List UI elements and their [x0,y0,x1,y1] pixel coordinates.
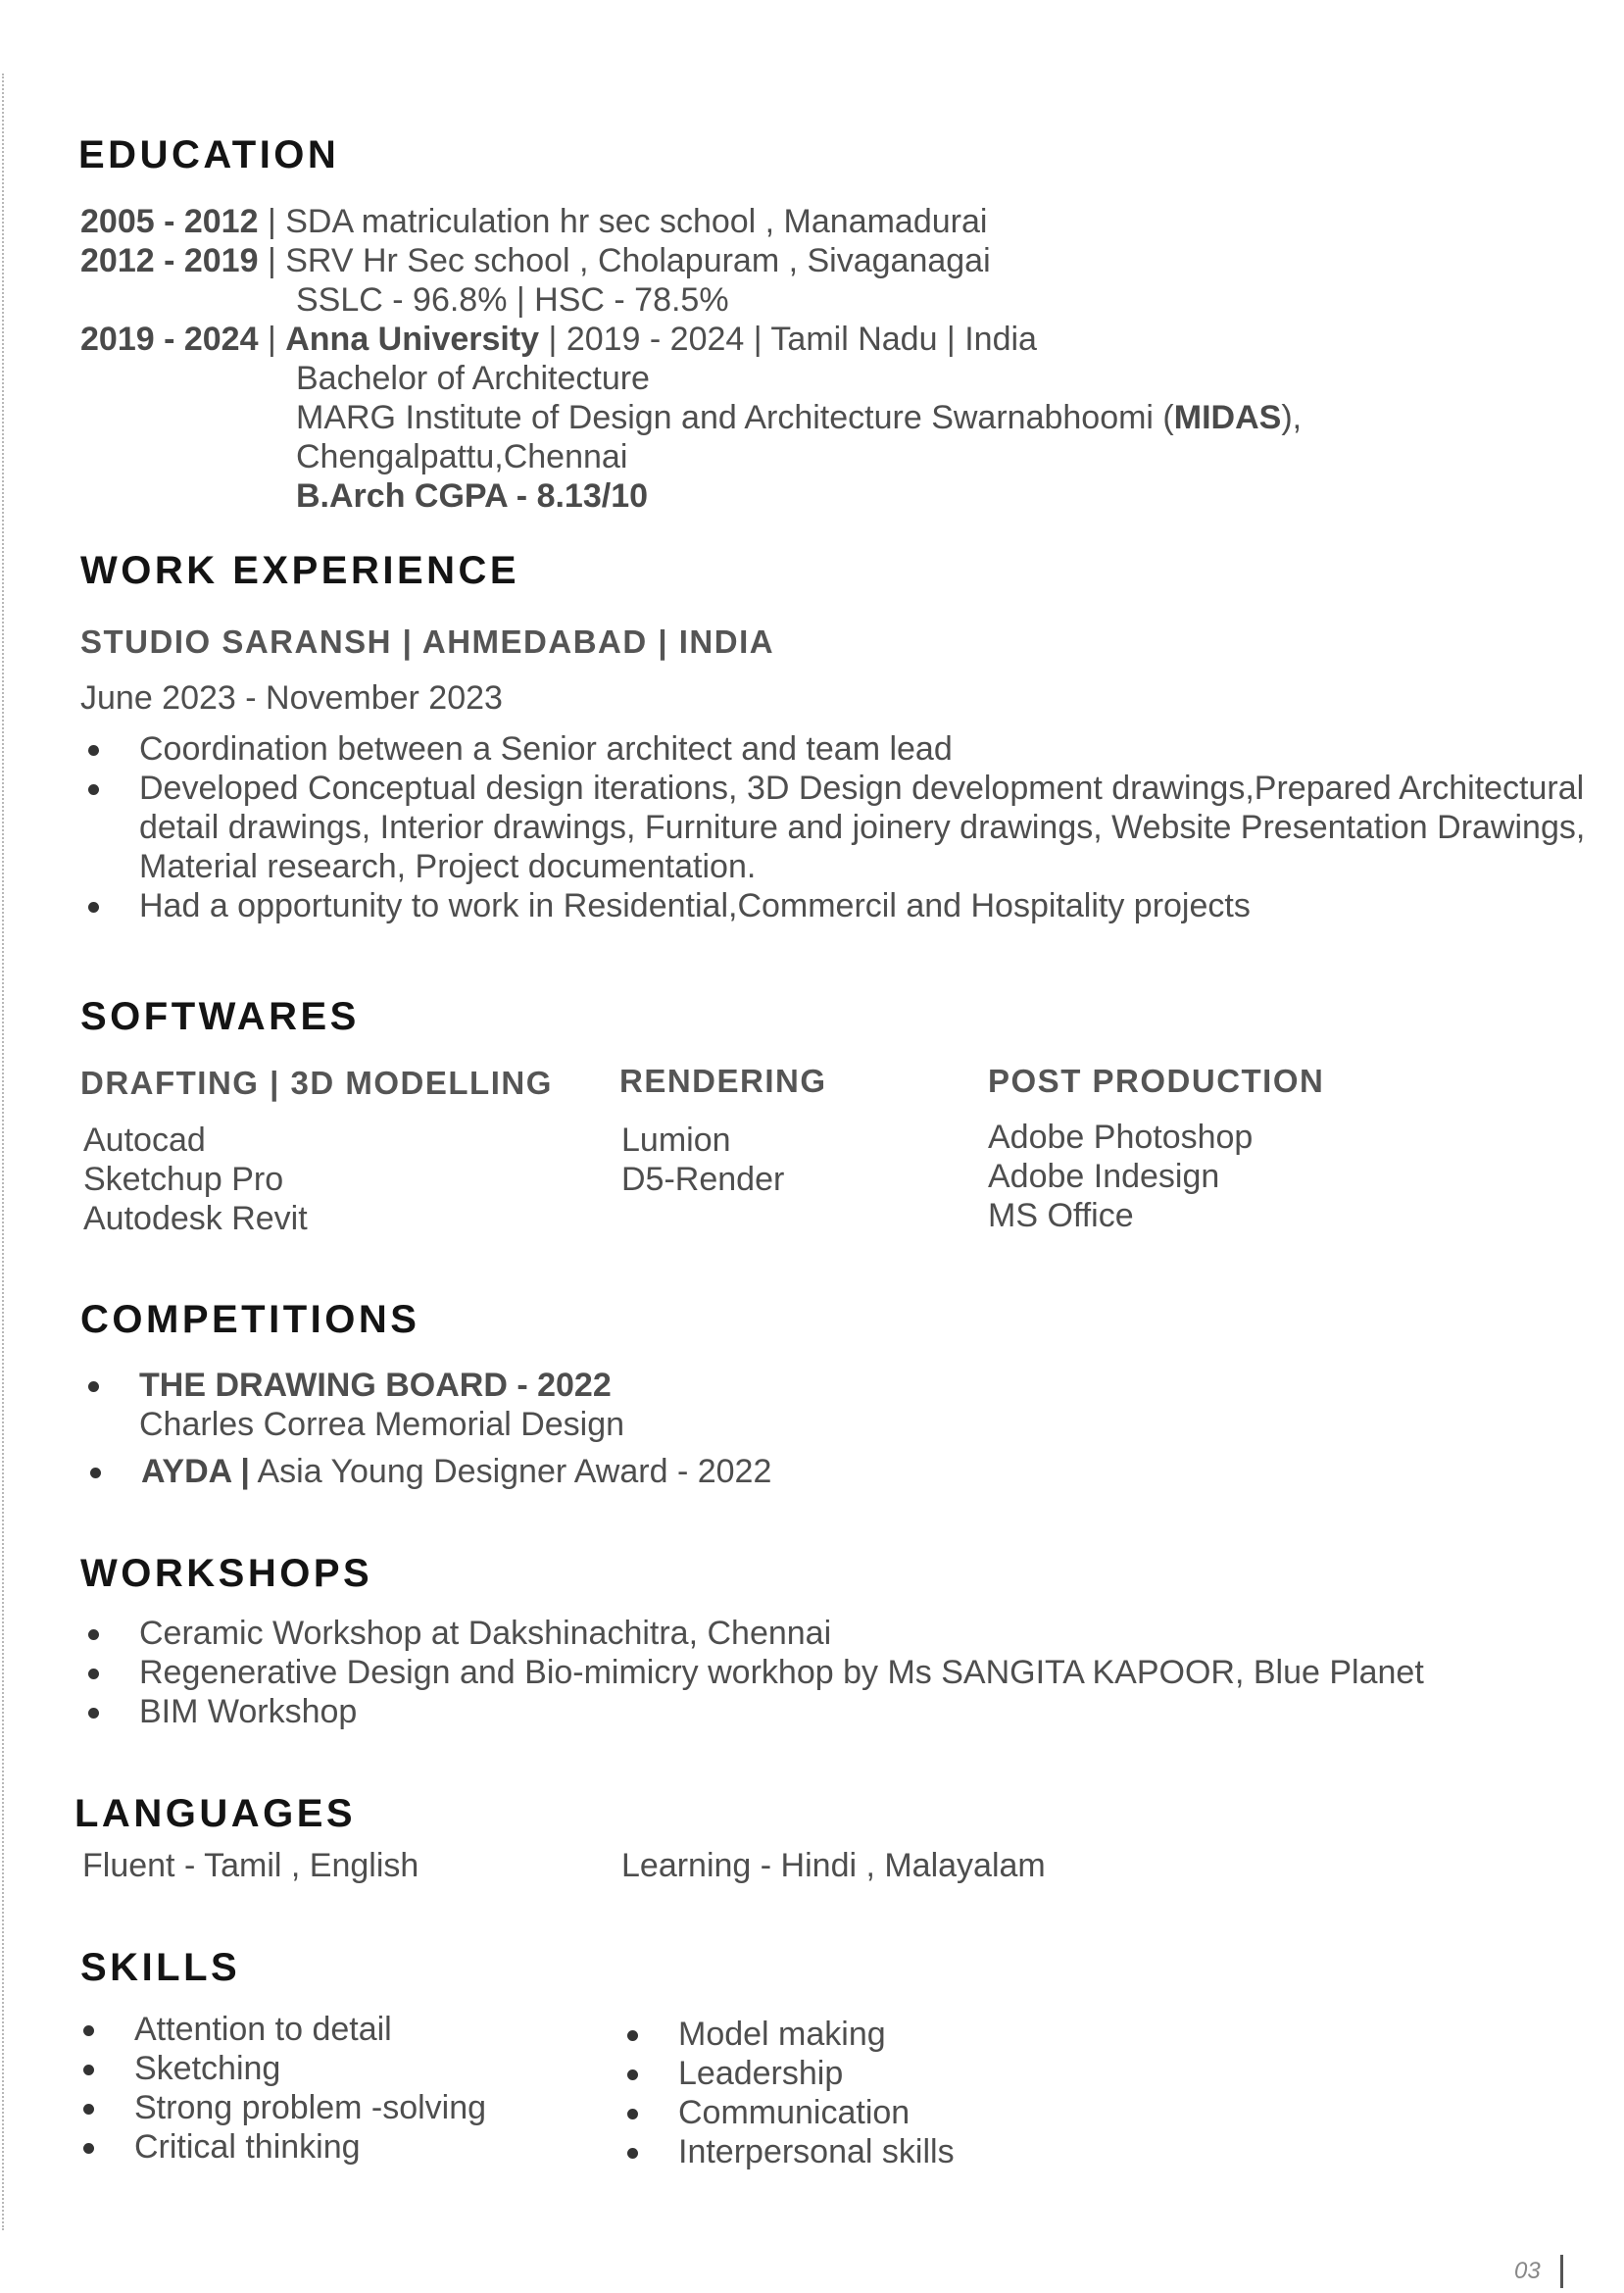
work-company: STUDIO SARANSH | AHMEDABAD | INDIA [80,623,775,660]
software-item: Adobe Photoshop [988,1119,1254,1156]
list-item: Developed Conceptual design iterations, 3D Design development drawings,Prepared Architectural [139,770,1585,807]
software-item: Adobe Indesign [988,1158,1220,1195]
list-item: Communication [678,2093,955,2132]
languages-learning: Learning - Hindi , Malayalam [621,1847,1046,1884]
workshops-heading: WORKSHOPS [80,1552,373,1595]
software-item: MS Office [988,1197,1134,1234]
education-sep-1: | [258,203,286,240]
education-degree: Bachelor of Architecture [296,360,650,397]
software-item: Autocad [83,1122,206,1159]
work-bullets-last [139,886,1251,925]
competition-1-subtitle: Charles Correa Memorial Design [139,1406,625,1443]
list-item: Leadership [678,2054,955,2093]
software-item: Sketchup Pro [83,1161,284,1198]
page-margin-line [2,74,4,2230]
competition-2-detail: Asia Young Designer Award - 2022 [249,1453,772,1490]
work-bullet-continuation-2: Material research, Project documentation. [139,848,757,885]
education-years-1: 2005 - 2012 [80,203,259,240]
education-scores: SSLC - 96.8% | HSC - 78.5% [296,281,729,319]
workshops-list [139,1614,1424,1731]
education-row-2 [80,241,991,280]
software-item: Autodesk Revit [83,1200,308,1237]
skills-list-right [678,2015,955,2171]
list-item: Had a opportunity to work in Residential,Commercil and Hospitality projects [139,887,1251,924]
work-bullet-continuation-1: detail drawings, Interior drawings, Furniture and joinery drawings, Website Presentation Drawings, [139,809,1586,846]
software-heading: SOFTWARES [80,995,360,1038]
competitions-list [139,1366,612,1405]
page-number-bar [1560,2255,1563,2288]
education-location: Chengalpattu,Chennai [296,438,628,475]
education-school-2: SRV Hr Sec school , Cholapuram , Sivaganagai [285,242,991,279]
list-item: Regenerative Design and Bio-mimicry workhop by Ms SANGITA KAPOOR, Blue Planet [139,1654,1424,1691]
education-sep-2: | [258,242,286,279]
list-item: Sketching [134,2049,486,2088]
list-item: Interpersonal skills [678,2133,955,2170]
education-years-3: 2019 - 2024 [80,321,259,358]
list-item: Model making [678,2015,955,2054]
skills-list-left [134,2010,486,2167]
education-row-1 [80,202,987,241]
education-row-3 [80,320,1037,359]
work-period: June 2023 - November 2023 [80,679,503,717]
education-school-1: SDA matriculation hr sec school , Manamadurai [285,203,988,240]
education-institute [296,398,1302,437]
list-item: THE DRAWING BOARD - 2022 [139,1367,612,1404]
education-university-detail: | 2019 - 2024 | Tamil Nadu | India [539,321,1037,358]
education-heading: EDUCATION [78,133,340,176]
list-item: Attention to detail [134,2010,486,2049]
institute-close: ), [1281,399,1303,436]
skills-heading: SKILLS [80,1946,241,1989]
competition-2-name: AYDA | [141,1453,250,1490]
list-item: Ceramic Workshop at Dakshinachitra, Chennai [139,1614,1424,1653]
software-col-postproduction-title: POST PRODUCTION [988,1063,1325,1099]
education-years-2: 2012 - 2019 [80,242,259,279]
page-number: 03 [1514,2258,1541,2284]
list-item: Coordination between a Senior architect and team lead [139,729,1584,769]
competitions-list-2 [141,1452,771,1491]
list-item: BIM Workshop [139,1692,1424,1731]
software-item: D5-Render [621,1161,785,1198]
software-col-rendering-title: RENDERING [619,1063,827,1099]
education-university: Anna University [285,321,540,358]
languages-fluent: Fluent - Tamil , English [82,1847,419,1884]
software-col-drafting-title: DRAFTING | 3D MODELLING [80,1065,553,1101]
work-heading: WORK EXPERIENCE [80,549,520,592]
software-item: Lumion [621,1122,731,1159]
institute-name: MARG Institute of Design and Architecture Swarnabhoomi ( [296,399,1174,436]
work-bullets [139,729,1584,808]
education-sep-3: | [258,321,286,358]
languages-heading: LANGUAGES [74,1792,357,1835]
competitions-heading: COMPETITIONS [80,1298,420,1341]
list-item [141,1452,771,1491]
institute-abbr: MIDAS [1173,399,1282,436]
list-item: Critical thinking [134,2127,486,2167]
education-cgpa: B.Arch CGPA - 8.13/10 [296,477,649,515]
list-item: Strong problem -solving [134,2089,487,2126]
